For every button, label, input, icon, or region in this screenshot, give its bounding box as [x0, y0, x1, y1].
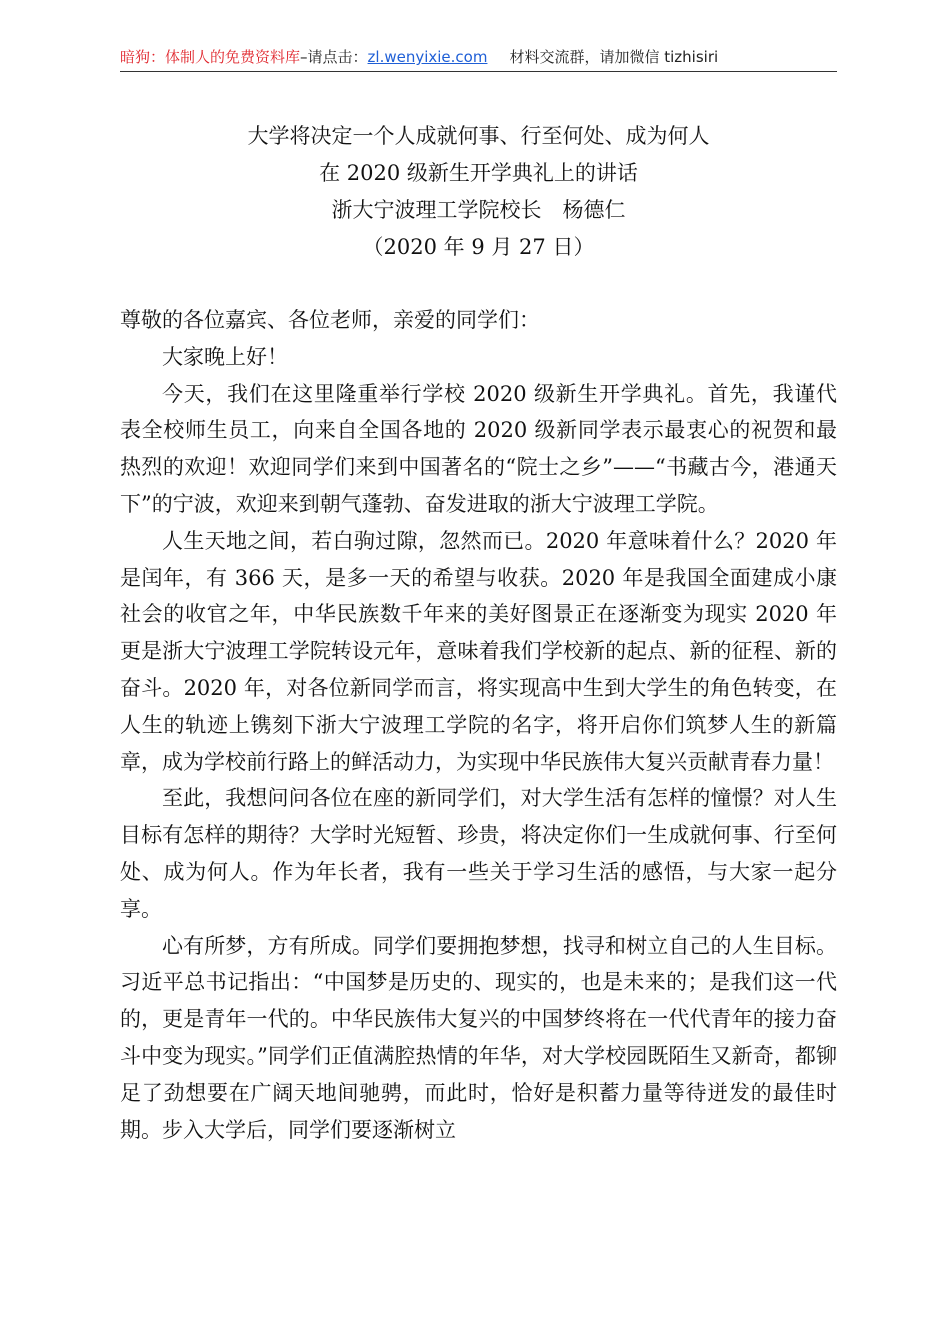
paragraph: 大家晚上好！: [162, 344, 288, 369]
header-brand: 暗狗：体制人的免费资料库: [120, 48, 301, 66]
document-subtitle: 在 2020 级新生开学典礼上的讲话: [319, 161, 638, 185]
document-heading: [120, 118, 837, 266]
document-body: [120, 302, 837, 1148]
paragraph: 心有所梦，方有所成。同学们要拥抱梦想，找寻和树立自己的人生目标。习近平总书记指出：“中国梦是历史的、现实的，也是未来的；是我们这一代的，更是青年一代的。中华民族伟大复兴的中国梦终将在一代代青年的接力奋斗中变为现实。”同学们正值满腔热情的年华，对大学校园既陌生又新奇，都铆足了劲想要在广阔天地间驰骋，而此时，恰好是积蓄力量等待迸发的最佳时期。步入大学后，同学们要逐渐树立: [120, 933, 837, 1142]
paragraph: 至此，我想问问各位在座的新同学们，对大学生活有怎样的憧憬？对人生目标有怎样的期待？大学时光短暂、珍贵，将决定你们一生成就何事、行至何处、成为何人。作为年长者，我有一些关于学习生活的感悟，与大家一起分享。: [120, 786, 837, 921]
page-header: [120, 46, 832, 70]
header-divider: [120, 71, 837, 72]
document-author: 浙大宁波理工学院校长 杨德仁: [331, 198, 626, 222]
header-note: 材料交流群，请加微信 tizhisiri: [509, 48, 719, 66]
document-date: （2020 年 9 月 27 日）: [362, 235, 595, 259]
paragraph: 人生天地之间，若白驹过隙，忽然而已。2020 年意味着什么？2020 年是闰年，有 366 天，是多一天的希望与收获。2020 年是我国全面建成小康社会的收官之年，中华民族数千年来的美好图景正在逐渐变为现实 2020 年更是浙大宁波理工学院转设元年，意味着我们学校新的起点、新的征程、新的奋斗。2020 年，对各位新同学而言，将实现高中生到大学生的角色转变，在人生的轨迹上镌刻下浙大宁波理工学院的名字，将开启你们筑梦人生的新篇章，成为学校前行路上的鲜活动力，为实现中华民族伟大复兴贡献青春力量！: [120, 528, 837, 774]
salutation: 尊敬的各位嘉宾、各位老师，亲爱的同学们：: [120, 308, 540, 332]
document-title: 大学将决定一个人成就何事、行至何处、成为何人: [247, 124, 710, 148]
header-link[interactable]: zl.wenyixie.com: [367, 48, 488, 66]
paragraph: 今天，我们在这里隆重举行学校 2020 级新生开学典礼。首先，我谨代表全校师生员工，向来自全国各地的 2020 级新同学表示最衷心的祝贺和最热烈的欢迎！欢迎同学们来到中国著名的“院士之乡”——“书藏古今，港通天下”的宁波，欢迎来到朝气蓬勃、奋发进取的浙大宁波理工学院。: [120, 381, 837, 516]
header-prompt: –请点击：: [300, 48, 368, 66]
